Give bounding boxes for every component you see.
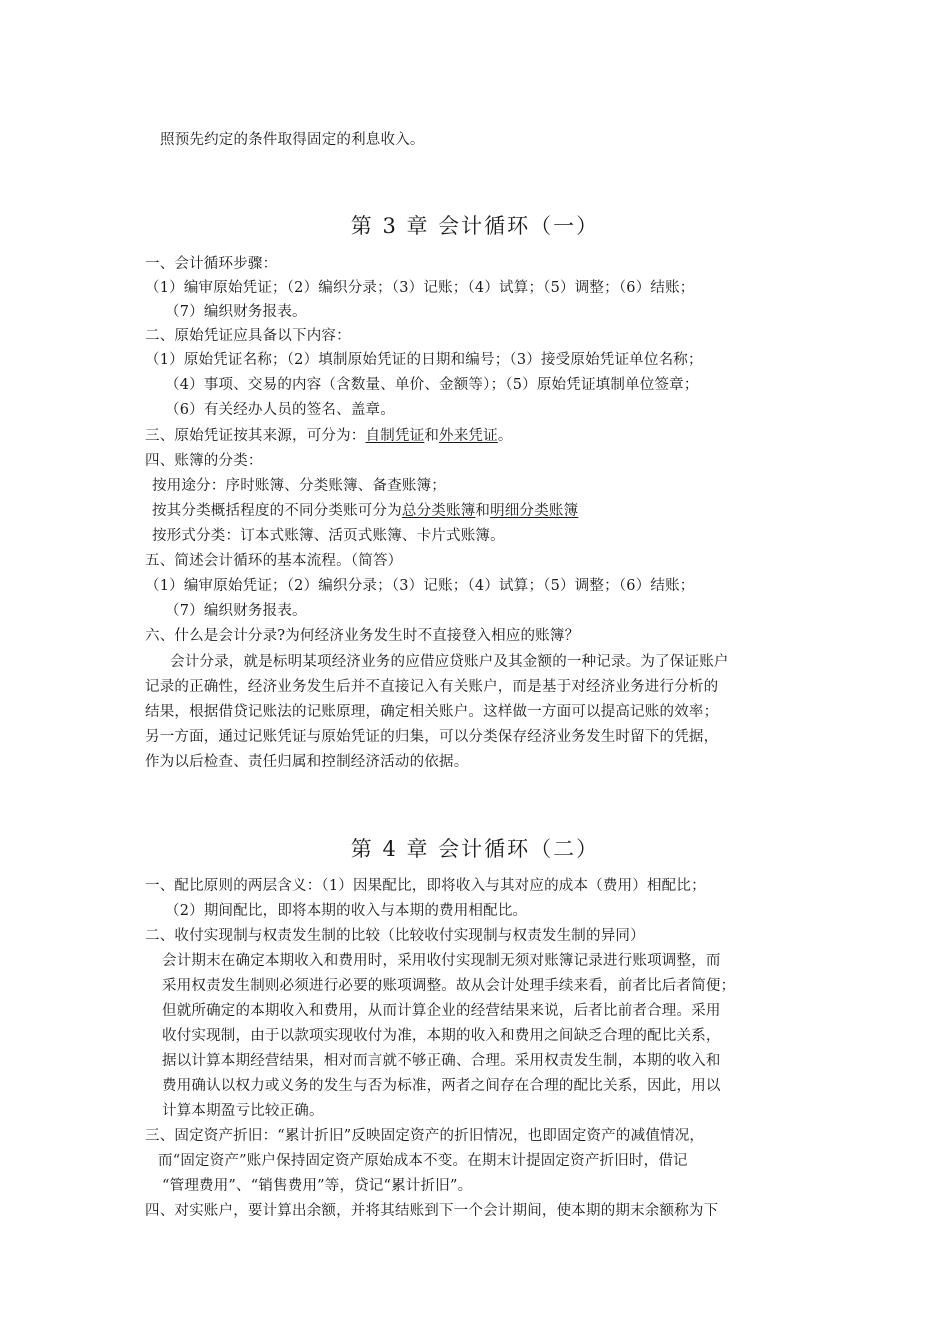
ch3-section-6-para-line-1: 会计分录，就是标明某项经济业务的应借应贷账户及其金额的一种记录。为了保证账户 — [170, 654, 729, 670]
ch3-section-3-prefix: 三、原始凭证按其来源，可分为： — [145, 428, 366, 444]
ch4-section-3-line-3: “管理费用”、“销售费用”等，贷记“累计折旧”。 — [162, 1178, 473, 1194]
ch3-section-2-heading: 二、原始凭证应具备以下内容： — [145, 328, 351, 344]
ch3-section-6-para-line-5: 作为以后检查、责任归属和控制经济活动的依据。 — [145, 754, 469, 770]
ch4-section-2-para-line-3: 但就所确定的本期收入和费用，从而计算企业的经营结果来说，后者比前者合理。采用 — [162, 1003, 721, 1019]
ch4-section-2-para-line-1: 会计期末在确定本期收入和费用时，采用收付实现制无须对账簿记录进行账项调整，而 — [162, 953, 721, 969]
ch4-section-2-para-line-2: 采用权责发生制则必须进行必要的账项调整。故从会计处理手续来看，前者比后者简便； — [162, 978, 736, 994]
ch3-section-4-line-3: 按形式分类：订本式账簿、活页式账簿、卡片式账簿。 — [152, 528, 505, 544]
ch3-section-2-line-2: （4）事项、交易的内容（含数量、单价、金额等）；（5）原始凭证填制单位签章； — [165, 377, 699, 393]
ch4-section-2-para-line-7: 计算本期盈亏比较正确。 — [162, 1103, 324, 1119]
ch4-section-2-heading: 二、收付实现制与权责发生制的比较（比较收付实现制与权责发生制的异同） — [145, 928, 645, 944]
ch3-section-6-heading: 六、什么是会计分录?为何经济业务发生时不直接登入相应的账簿？ — [145, 628, 580, 644]
ch4-section-2-para-line-5: 据以计算本期经营结果，相对而言就不够正确、合理。采用权责发生制，本期的收入和 — [162, 1053, 721, 1069]
ch4-section-2-para-line-6: 费用确认以权力或义务的发生与否为标准，两者之间存在合理的配比关系，因此，用以 — [162, 1078, 721, 1094]
subsidiary-ledger-term: 明细分类账簿 — [490, 503, 579, 519]
ch3-section-6-para-line-4: 另一方面，通过记账凭证与原始凭证的归集，可以分类保存经济业务发生时留下的凭据， — [145, 729, 719, 745]
ch3-section-6-para-line-2: 记录的正确性，经济业务发生后并不直接记入有关账户，而是基于对经济业务进行分析的 — [145, 679, 719, 695]
ch4-section-1-line-2: （2）期间配比，即将本期的收入与本期的费用相配比。 — [165, 903, 528, 919]
ch3-section-3-and: 和 — [424, 428, 440, 444]
general-ledger-term: 总分类账簿 — [401, 503, 476, 519]
ch3-section-5-line-2: （7）编织财务报表。 — [165, 603, 307, 619]
ch4-section-3-line-1: 三、固定资产折旧：“累计折旧”反映固定资产的折旧情况，也即固定资产的减值情况， — [145, 1128, 705, 1144]
ch3-section-4-line-2-prefix: 按其分类概括程度的不同分类账可分为 — [152, 503, 402, 519]
ch3-section-1-line-2: （7）编织财务报表。 — [165, 304, 307, 320]
ch4-section-1-line-1: 一、配比原则的两层含义：（1）因果配比，即将收入与其对应的成本（费用）相配比； — [145, 878, 706, 894]
ch3-section-3 — [145, 424, 815, 448]
ch4-section-3-line-2: 而“固定资产”账户保持固定资产原始成本不变。在期末计提固定资产折旧时，借记 — [158, 1153, 688, 1169]
ch3-section-4-line-2-and: 和 — [475, 503, 491, 519]
ch3-section-5-line-1: （1）编审原始凭证；（2）编织分录；（3）记账；（4）试算；（5）调整；（6）结账； — [145, 578, 695, 594]
ch3-section-1-line-1: （1）编审原始凭证；（2）编织分录；（3）记账；（4）试算；（5）调整；（6）结账； — [145, 280, 695, 296]
ch4-section-4-line-1: 四、对实账户，要计算出余额，并将其结账到下一个会计期间，使本期的期末余额称为下 — [145, 1203, 719, 1219]
ch4-section-2-para-line-4: 收付实现制，由于以款项实现收付为准，本期的收入和费用之间缺乏合理的配比关系， — [162, 1028, 721, 1044]
ch3-section-4-line-1: 按用途分：序时账簿、分类账簿、备查账簿； — [152, 478, 446, 494]
ch3-section-6-para-line-3: 结果，根据借贷记账法的记账原理，确定相关账户。这样做一方面可以提高记账的效率； — [145, 704, 719, 720]
ch3-section-3-end: 。 — [497, 428, 513, 444]
ch3-section-2-line-1: （1）原始凭证名称；（2）填制原始凭证的日期和编号；（3）接受原始凭证单位名称； — [145, 352, 703, 368]
chapter-4-title: 第 4 章 会计循环（二） — [350, 837, 600, 861]
ch3-section-5-heading: 五、简述会计循环的基本流程。（简答） — [145, 553, 403, 569]
intro-text: 照预先约定的条件取得固定的利息收入。 — [160, 132, 425, 148]
chapter-3-title: 第 3 章 会计循环（一） — [350, 214, 600, 238]
ch3-section-1-heading: 一、会计循环步骤： — [145, 256, 278, 272]
external-voucher-term: 外来凭证 — [439, 428, 498, 444]
ch3-section-4-line-2 — [152, 499, 822, 523]
ch3-section-4-heading: 四、账簿的分类： — [145, 453, 263, 469]
self-made-voucher-term: 自制凭证 — [365, 428, 425, 444]
ch3-section-2-line-3: （6）有关经办人员的签名、盖章。 — [165, 402, 395, 418]
